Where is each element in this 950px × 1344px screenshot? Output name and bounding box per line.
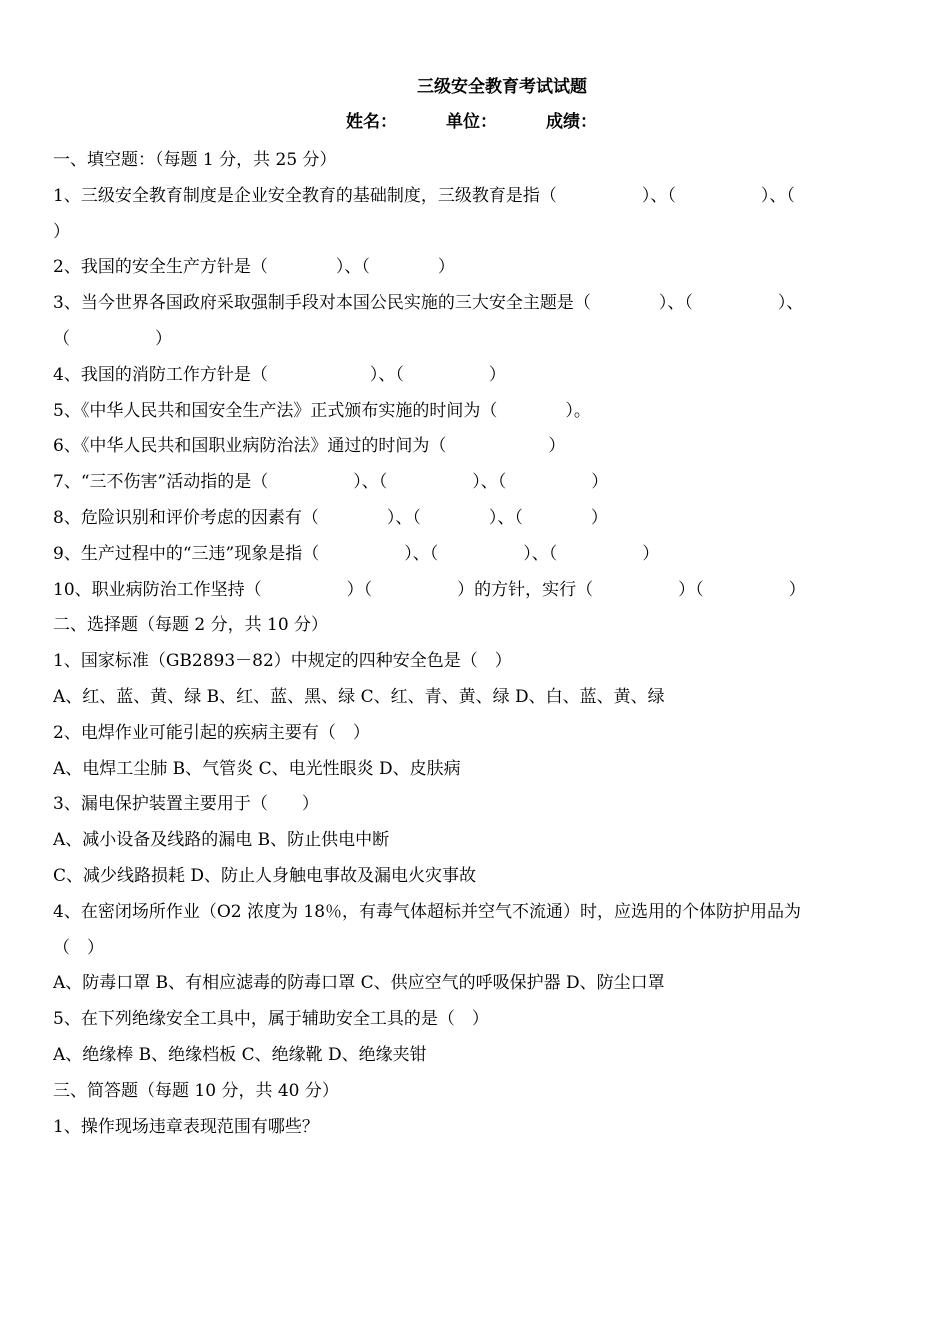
exam-title: 三级安全教育考试试题 (417, 77, 587, 97)
score-label: 成绩： (546, 112, 597, 132)
question-text: （ ） (53, 937, 104, 958)
question-text: 5、《中华人民共和国安全生产法》正式颁布实施的时间为（ ）。 (53, 400, 591, 421)
answer-options: A、防毒口罩 B、有相应滤毒的防毒口罩 C、供应空气的呼吸保护器 D、防尘口罩 (53, 973, 665, 994)
question-text: （ ） (53, 328, 172, 349)
student-info-row (346, 110, 597, 134)
section-heading-choice: 二、选择题（每题 2 分，共 10 分） (53, 615, 329, 636)
answer-options: A、红、蓝、黄、绿 B、红、蓝、黑、绿 C、红、青、黄、绿 D、白、蓝、黄、绿 (53, 686, 665, 707)
unit-label: 单位： (446, 112, 497, 132)
answer-options: C、减少线路损耗 D、防止人身触电事故及漏电火灾事故 (53, 865, 477, 886)
question-text: 3、漏电保护装置主要用于（ ） (53, 794, 319, 815)
question-text: 2、我国的安全生产方针是（ ）、（ ） (53, 257, 455, 278)
question-text: 2、电焊作业可能引起的疾病主要有（ ） (53, 722, 370, 743)
question-text: 4、我国的消防工作方针是（ ）、（ ） (53, 364, 506, 385)
question-text: 9、生产过程中的“三违”现象是指（ ）、（ ）、（ ） (53, 543, 660, 564)
question-text: 1、三级安全教育制度是企业安全教育的基础制度，三级教育是指（ ）、（ ）、（ (53, 185, 795, 206)
section-heading-fill-in: 一、填空题：（每题 1 分，共 25 分） (53, 150, 337, 170)
answer-options: A、绝缘棒 B、绝缘档板 C、绝缘靴 D、绝缘夹钳 (53, 1044, 427, 1065)
question-text: 3、当今世界各国政府采取强制手段对本国公民实施的三大安全主题是（ ）、（ ）、 (53, 293, 804, 314)
section-heading-short-answer: 三、简答题（每题 10 分，共 40 分） (53, 1080, 339, 1101)
question-text: 6、《中华人民共和国职业病防治法》通过的时间为（ ） (53, 436, 566, 457)
question-text: 7、“三不伤害”活动指的是（ ）、（ ）、（ ） (53, 472, 609, 493)
question-text: 4、在密闭场所作业（O2 浓度为 18％，有毒气体超标并空气不流通）时，应选用的个体防护用品为 (53, 901, 802, 922)
question-text: ） (53, 221, 70, 242)
question-text: 8、危险识别和评价考虑的因素有（ ）、（ ）、（ ） (53, 507, 608, 528)
question-text: 10、职业病防治工作坚持（ ）（ ）的方针，实行（ ）（ ） (53, 579, 806, 600)
question-text: 1、国家标准（GB2893－82）中规定的四种安全色是（ ） (53, 651, 512, 672)
answer-options: A、电焊工尘肺 B、气管炎 C、电光性眼炎 D、皮肤病 (53, 758, 461, 779)
exam-body (53, 143, 901, 1145)
name-label: 姓名： (346, 112, 397, 132)
question-text: 5、在下列绝缘安全工具中，属于辅助安全工具的是（ ） (53, 1009, 489, 1030)
answer-options: A、减小设备及线路的漏电 B、防止供电中断 (53, 830, 390, 851)
question-text: 1、操作现场违章表现范围有哪些？ (53, 1116, 319, 1137)
